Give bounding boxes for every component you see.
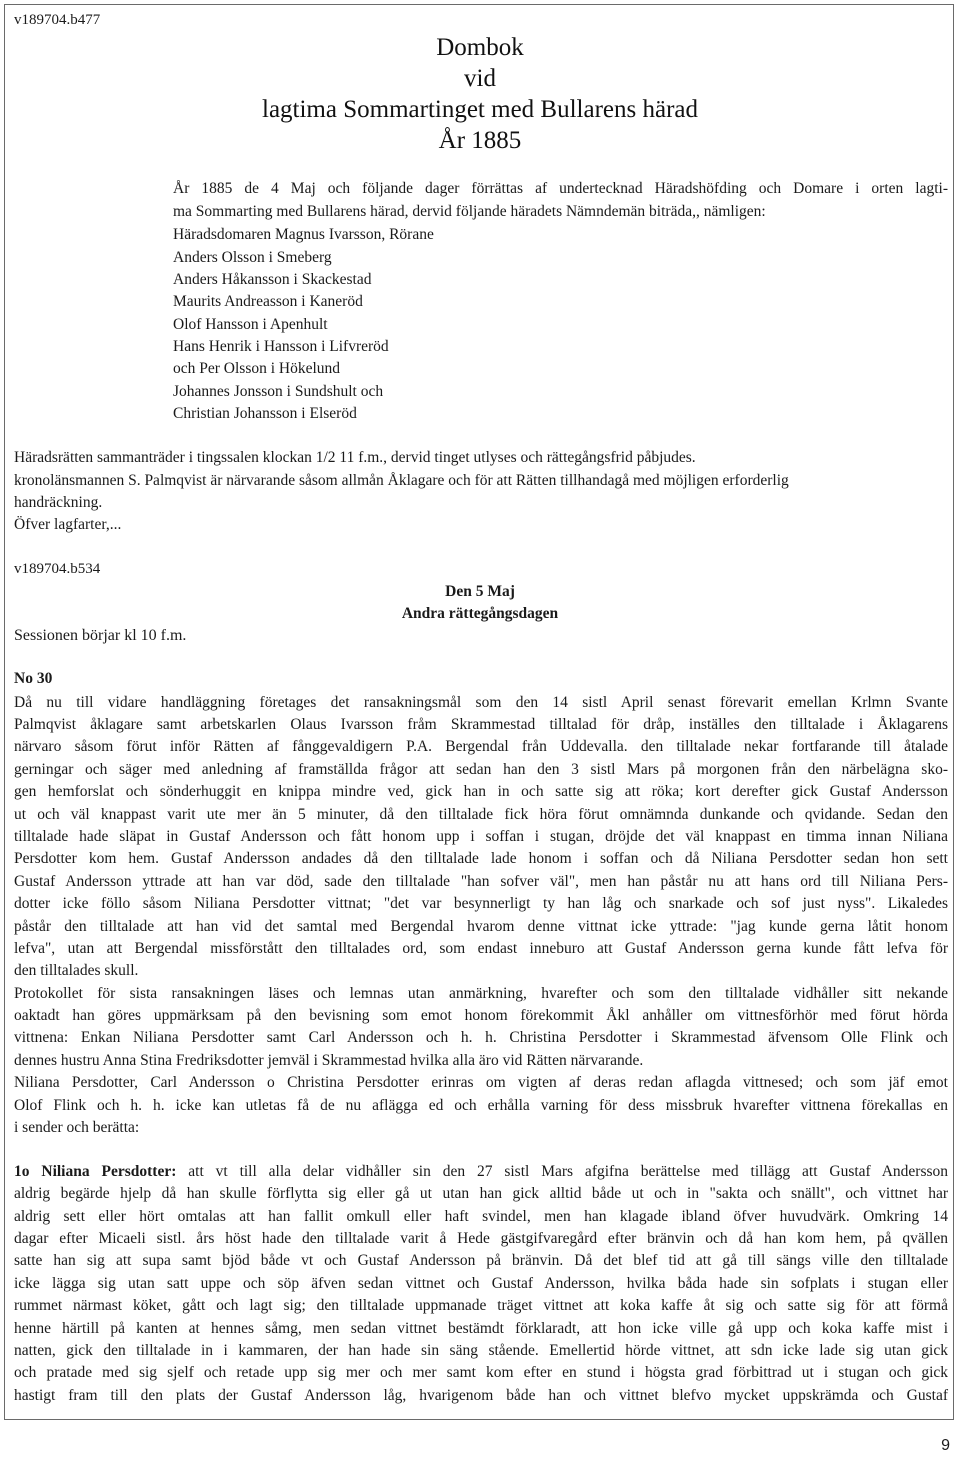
witness-line: rummet närmast köket, gått och lagt sig; den tilltalade uppmanade träget vittnet att koka kaffe åt sig och satte sig för att förmå — [14, 1297, 948, 1314]
body-line: Niliana Persdotter, Carl Andersson o Christina Persdotter erinras om vigten af deras redan aflagda vittnesed; och som jäf emot — [14, 1074, 948, 1091]
witness-line: henne härtill på kanten at hennes såmg, men sedan vittnet bestämdt förklaradt, att hon icke ville gå upp och koka kaffe mist i — [14, 1320, 948, 1337]
title-dombok: Dombok — [436, 34, 524, 61]
member-line: Hans Henrik i Hansson i Lifvreröd — [173, 338, 389, 355]
section-date: Den 5 Maj — [445, 583, 515, 600]
body-line: Gustaf Andersson yttrade att han var död, sade den tilltalade "han sofver väl", men han påstår nu att hans ord till Niliana Pers- — [14, 873, 948, 890]
witness-text: att vt till alla delar vidhåller sin den 27 sistl Mars afgifna berättelse med tillägg att Gustaf Andersson — [188, 1163, 949, 1180]
body-line: gerningar och säger med anledning af framställda frågor att sedan han den 3 sistl Mars på morgonen från den närbelägna sko- — [14, 761, 948, 778]
witness-line: dagar efter Micaeli sistl. års höst hade den tilltalade varit å Hede gästgifvaregård efter bränvin och då han kom hem, på qvällen — [14, 1230, 948, 1247]
body-line: dotter icke föllo såsom Niliana Persdotter vittnat; "det var besynnerligt ty han låg och snarkade och sof just nyss". Likaledes — [14, 895, 948, 912]
member-line: Maurits Andreasson i Kaneröd — [173, 293, 363, 310]
member-line: Christian Johansson i Elseröd — [173, 405, 357, 422]
member-line: och Per Olsson i Hökelund — [173, 360, 341, 377]
witness-first-line — [14, 1163, 948, 1181]
archive-reference: v189704.b534 — [14, 561, 101, 577]
body-line: närvaro såsom förut inför Rätten af fånggevaldigern P.A. Bergendal från Uddevalla. den tilltalade nekar fortfarande till åtalade — [14, 738, 948, 755]
witness-line: och pratade med sig sjelf och retade upp sig mer och mer samt kom efter en stund i högsta grad förbittrad ut i stugan och gick — [14, 1364, 948, 1381]
body-line: vittnena: Enkan Niliana Persdotter samt Carl Andersson och h. h. Christina Persdotter i Skrammestad äfvensom Olle Flink och — [14, 1029, 948, 1046]
member-line: Anders Olsson i Smeberg — [173, 249, 332, 266]
body-line: lefva", utan att Bergendal missförstått den tilltalades ord, som endast inneburo att Gustaf Andersson gerna kunde fått lefva för — [14, 940, 948, 957]
witness-line: aldrig sett eller hört omtalas att han fallit omkull eller haft svindel, men han klagade ibland öfver huvudvärk. Omkring 14 — [14, 1208, 948, 1225]
title-year: År 1885 — [438, 127, 522, 154]
title-vid: vid — [464, 65, 496, 92]
body-line: Persdotter kom hem. Gustaf Andersson andades då den tilltalade lade honom i soffan och då Niliana Persdotter sedan hon sett — [14, 850, 948, 867]
member-line: Olof Hansson i Apenhult — [173, 316, 328, 333]
session-text: Häradsrätten sammanträder i tingssalen klockan 1/2 11 f.m., dervid tinget utlyses och rättegångsfrid påbjudes. — [14, 449, 696, 466]
session-start: Sessionen börjar kl 10 f.m. — [14, 627, 187, 644]
body-line: Då nu till vidare handläggning företages det ransakningsmål som den 14 sistl April senast förevarit emellan Krlmn Svante — [14, 694, 948, 711]
intro-line: ma Sommarting med Bullarens härad, dervid följande häradets Nämndemän biträda,, nämligen: — [173, 203, 766, 220]
witness-line: hastigt fram till den plats der Gustaf Andersson låg, hvarigenom både han och vittnet blefvo mycket uppskrämda och Gustaf — [14, 1387, 948, 1404]
witness-line: icke lägga sig utan satt uppe och söp äfven sedan vittnet och Gustaf Andersson, hvilka båda hade sin sofplats i stugan eller — [14, 1275, 948, 1292]
body-line: påstår den tilltalade att han vid det samtal med Bergendal hvarom denne vittnat icke yttrade: "jag kunde gerna låtit honom — [14, 918, 948, 935]
session-text: kronolänsmannen S. Palmqvist är närvarande såsom allmån Åklagare och för att Rätten tillhandagå med möjligen erforderlig — [14, 472, 789, 489]
member-line: Anders Håkansson i Skackestad — [173, 271, 372, 288]
session-text: handräckning. — [14, 494, 103, 511]
body-line: den tilltalades skull. — [14, 962, 139, 979]
member-line: Johannes Jonsson i Sundshult och — [173, 383, 384, 400]
body-line: dennes hustru Anna Stina Fredriksdotter jemväl i Skrammestad hvilka alla äro vid Rätten närvarande. — [14, 1052, 644, 1069]
body-line: ut och väl knappast varit ute mer än 5 minuter, då den tilltalade fick höra förut omnämnda dunkande och qvidande. Sedan den — [14, 806, 948, 823]
witness-line: natten, gick den tilltalade in i kammaren, der han hade sin säng stående. Emellertid hörde vittnet, att sdn icke lade sig utan gick — [14, 1342, 948, 1359]
member-line: Häradsdomaren Magnus Ivarsson, Rörane — [173, 226, 434, 243]
archive-reference: v189704.b477 — [14, 12, 101, 28]
body-line: tilltalade hade släpat in Gustaf Andersson och fått honom upp i soffan i stugan, dröjde det väl knappast en timma innan Niliana — [14, 828, 948, 845]
body-line: i sender och berätta: — [14, 1119, 140, 1136]
body-line: Palmqvist åklagare samt arbetskarlen Olaus Ivarsson fråm Skrammestad tilltalad för dråp, inställes den tilltalade i Åklagarens — [14, 716, 948, 733]
title-court: lagtima Sommartinget med Bullarens härad — [262, 96, 698, 123]
witness-label: 1o Niliana Persdotter: — [14, 1163, 177, 1180]
body-line: Olof Flink och h. h. icke kan utletas få de nu aflägga ed och erhålla varning för dess missbruk hvarefter vittnena förekallas en — [14, 1097, 948, 1114]
section-day: Andra rättegångsdagen — [401, 605, 559, 622]
body-line: Protokollet för sista ransakningen läses och lemnas utan anmärkning, hvarefter och som den tilltalade vidhåller sitt nekande — [14, 985, 948, 1002]
page-number: 9 — [941, 1437, 950, 1454]
session-text: Öfver lagfarter,... — [14, 516, 122, 533]
intro-line: År 1885 de 4 Maj och följande dager förrättas af undertecknad Häradshöfding och Domare i orten lagti- — [173, 180, 948, 197]
case-number: No 30 — [14, 670, 53, 687]
body-line: oaktadt han göres uppmärksam på den bevisning som emot honom förekommit Åkl anhåller om vittnesförhör med förut hörda — [14, 1007, 948, 1024]
witness-line: aldrig begärde hjelp då han skulle förflytta sig eller gå ut utan han gick alltid både ut och in "sakta och snällt", och vittnet har — [14, 1185, 948, 1202]
body-line: gen hemforslat och sönderhuggit en knippa mindre ved, gick han in och satte sig att röka; kort derefter gick Gustaf Andersson — [14, 783, 948, 800]
witness-line: satte han sig att supa samt bjöd både vt och Gustaf Andersson på bränvin. Då det blef tid att gå till sängs ville den tilltalade — [14, 1252, 948, 1269]
